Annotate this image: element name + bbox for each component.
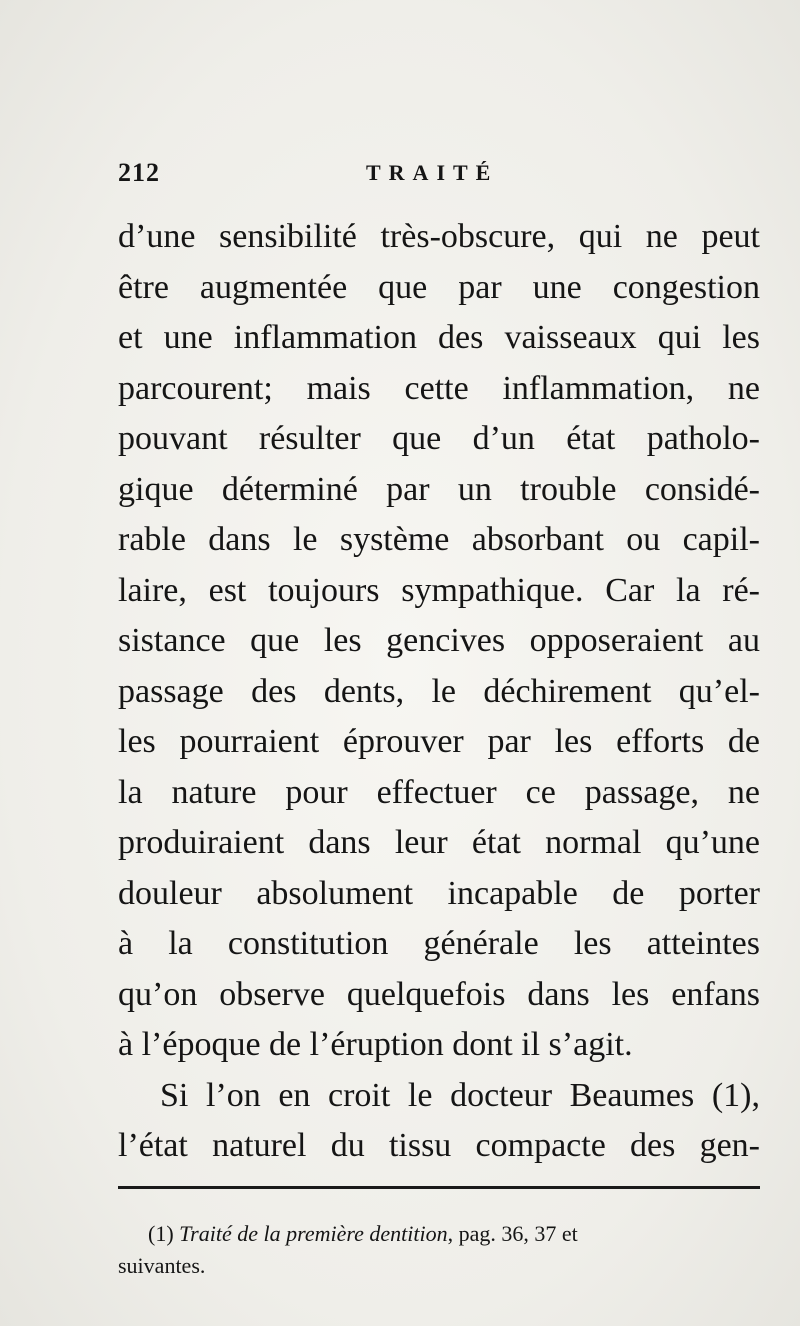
text-line: rable dans le système absorbant ou capil- xyxy=(118,521,760,558)
footnote-rule xyxy=(118,1186,760,1189)
footnote-continuation: suivantes. xyxy=(118,1253,206,1278)
text-line: qu’on observe quelquefois dans les enfans xyxy=(118,975,760,1013)
text-line: l’état naturel du tissu compacte des gen- xyxy=(118,1127,760,1164)
text-line: laire, est toujours sympathique. Car la ré- xyxy=(118,571,760,609)
body-text xyxy=(118,212,760,1172)
text-line: et une inflammation des vaisseaux qui les xyxy=(118,319,760,356)
page-number: 212 xyxy=(118,158,160,187)
text-line: la nature pour effectuer ce passage, ne xyxy=(118,773,760,811)
paragraph-start-line: Si l’on en croit le docteur Beaumes (1), xyxy=(160,1076,760,1114)
text-line: à l’époque de l’éruption dont il s’agit. xyxy=(118,1026,633,1063)
text-line: à la constitution générale les atteintes xyxy=(118,925,760,962)
footnote-line xyxy=(118,1218,766,1250)
running-head: TRAITÉ xyxy=(366,160,499,185)
text-line: sistance que les gencives opposeraient au xyxy=(118,622,760,659)
text-line: les pourraient éprouver par les efforts de xyxy=(118,723,760,760)
text-line: produiraient dans leur état normal qu’une xyxy=(118,824,760,861)
text-line: gique déterminé par un trouble considé- xyxy=(118,470,760,508)
footnote-marker: (1) xyxy=(148,1221,174,1246)
footnote xyxy=(118,1218,766,1282)
text-line: d’une sensibilité très-obscure, qui ne peut xyxy=(118,218,760,255)
text-line: douleur absolument incapable de porter xyxy=(118,874,760,912)
text-line: pouvant résulter que d’un état patholo- xyxy=(118,420,760,457)
page-header xyxy=(118,158,758,190)
text-line: parcourent; mais cette inflammation, ne xyxy=(118,369,760,407)
text-line: passage des dents, le déchirement qu’el- xyxy=(118,672,760,710)
footnote-title: Traité de la première dentition xyxy=(179,1221,448,1246)
text-line: être augmentée que par une congestion xyxy=(118,268,760,306)
footnote-reference: , pag. 36, 37 et xyxy=(447,1221,578,1246)
